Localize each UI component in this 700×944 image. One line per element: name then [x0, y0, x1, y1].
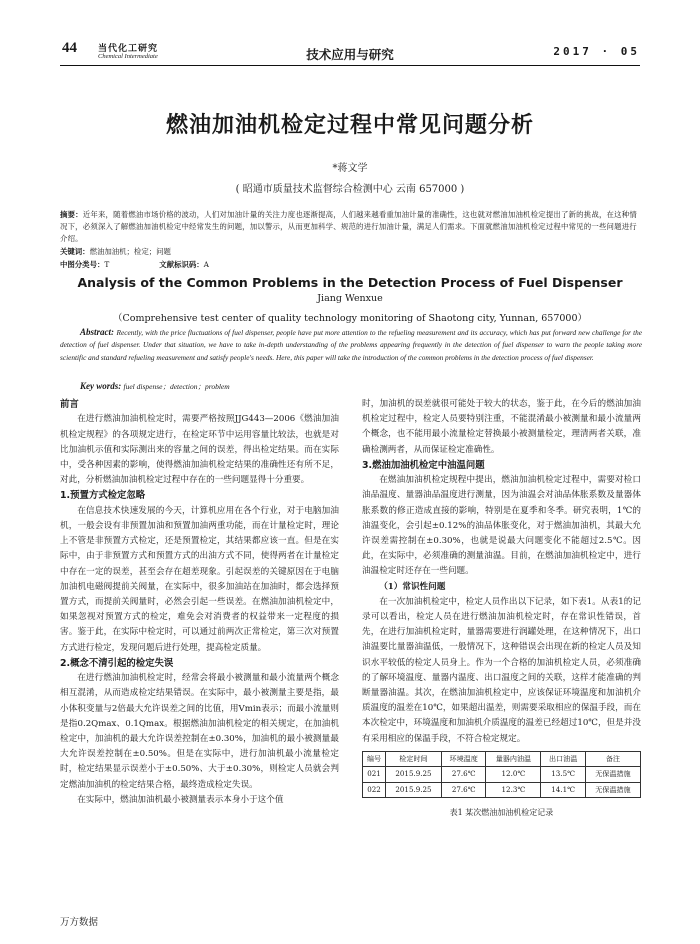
english-abstract-label: Abstract — [80, 327, 112, 337]
english-abstract: Abstract: Recently, with the price fluctuations of fuel dispenser, people have put more attention to the refueling measurement and its accuracy, which has put forward new challenge for the detection of fuel dispenser. Under that situation, we have to take in-depth understanding of the problems appearing frequently in the detection of fuel dispenser to warn the people taking more scientific and standard refueling measurement and satisfy people's needs. Here, this paper will take the introduction of the common problems in the detection process of fuel dispenser. — [60, 327, 643, 362]
table-cell: 2015.9.25 — [385, 782, 441, 798]
english-keywords: Key words: fuel dispense；detection；problem — [80, 381, 230, 391]
table-header-cell: 编号 — [363, 751, 386, 767]
table-cell: 021 — [363, 767, 386, 783]
article-title: 燃油加油机检定过程中常见问题分析 — [165, 113, 534, 138]
author: *蒋文学 — [332, 163, 368, 174]
paragraph-continued: 时，加油机的误差就很可能处于较大的状态，鉴于此，在今后的燃油加油机检定过程中，检定人员要特别注重，不能混淆最小被测量和最小流量两个概念，也不能用最小流量检定替换最小被测量检定，理清两者关联，准确检测两者，从而保证检定准确性。 — [362, 399, 641, 455]
heading-intro: 前言 — [60, 399, 79, 410]
table-header-cell: 量器内油温 — [486, 751, 541, 767]
english-abstract-text: Recently, with the price fluctuations of fuel dispenser, people have put more attention to the refueling measurement and its accuracy, which has put forward new challenge for the detection of fuel dispenser. Under that situation, we have to take in-depth understanding of the problems appearing frequently in the detection of fuel dispenser to warn the people taking more scientific and standard refueling measurement and satisfy people's needs. Here, this paper will take the introduction of the common problems in the detection process of fuel dispenser. — [60, 328, 643, 362]
journal-name-en: Chemical Intermediate — [98, 53, 158, 60]
abstract-cn-label: 摘要： — [60, 210, 83, 219]
paragraph-section-1: 在信息技术快速发展的今天，计算机应用在各个行业，对于电脑加油机，一般会设有非预置加油和预置加油两重功能，而在计量检定时，理论上不管是非预置方式检定，还是预置检定，其结果都应该一直。但是在实际中，由于非预置方式和预置方式的出油方式不同，使得两者在计量检定中存在一定的误差，甚至会存在超差现象。引起误差的关键原因在于电脑加油机电磁阀提前关阀量，在实际中，很多加油站在加油时，都会选择预置方式，而提前关阀量时，必然会引起一些误差。在燃油加油机检定中，如果忽视对预置方式的检定，难免会对消费者的权益带来一定程度的损害。鉴于此，在实际中检定时，可以通过前两次正常检定，第三次对预置方式进行检定，发现问题后进行处理，提高检定质量。 — [60, 505, 339, 653]
doc-code-label: 文献标识码： — [159, 260, 204, 269]
section-name: 技术应用与研究 — [306, 47, 394, 62]
paragraph-common-sense: 在一次加油机检定中，检定人员作出以下记录，如下表1。从表1的记录可以看出，检定人员在进行燃油加油机检定时，存在常识性错误，首先，在进行加油机检定时，量器需要进行润罐处理，在这种情况下，出口油温要比量器油温低，一般情况下，这种错误会出现在新的检定人员及知识水平较低的检定人员身上。作为一个合格的加油机检定人员，必须准确的了解环境温度、量器内温度、出口温度之间的关联，这样才能准确的判断量器油温。其次，在燃油加油机检定中，应该保证环境温度和加油机介质温度的温差在10℃，如果超出温差，则需要采取相应的保温手段，而在本次检定中，环境温度和加油机介质温度的温差已经超过10℃，但是并没有采用相应的保温手段，不符合检定规定。 — [362, 596, 641, 744]
table-header-cell: 环境温度 — [442, 751, 486, 767]
footer-source: 万方数据 — [60, 917, 99, 928]
table-header-cell: 出口油温 — [541, 751, 585, 767]
table-row — [363, 782, 641, 798]
table-header-cell: 备注 — [585, 751, 640, 767]
abstract-cn — [60, 209, 642, 245]
english-keywords-label: Key words — [80, 381, 119, 391]
table-cell: 12.0℃ — [486, 767, 541, 783]
table-header-row — [363, 751, 641, 767]
clc-label: 中图分类号： — [60, 260, 105, 269]
subheading-common-sense: （1）常识性问题 — [379, 581, 446, 592]
english-author: Jiang Wenxue — [317, 293, 383, 304]
classification — [60, 259, 209, 270]
heading-section-1: 1.预置方式检定忽略 — [60, 490, 146, 502]
affiliation: ( 昭通市质量技术监督综合检测中心 云南 657000 ) — [235, 184, 465, 195]
paragraph-section-3: 在燃油加油机检定规程中提出，燃油加油机检定过程中，需要对检口油品温度、量器油品温度进行测量，因为油温会对油品体胀系数及量器体胀系数的修正造成直接的影响，特别是在夏季和冬季。研究表明，1℃的油温变化，会引起±0.12%的油品体胀变化，对于燃油加油机，其最大允许误差需控制在±0.30%，也就是说最大问题变化不能超过2.5℃。因此，在实际中，必须准确的测量油温。目前，在燃油加油机检定中，进行油温检定时还存在一些问题。 — [362, 475, 641, 577]
english-title: Analysis of the Common Problems in the Detection Process of Fuel Dispenser — [77, 275, 623, 290]
table-cell: 27.6℃ — [442, 782, 486, 798]
journal-name-cn: 当代化工研究 — [98, 44, 159, 54]
table-cell: 无保温措施 — [585, 767, 640, 783]
page-number: 44 — [62, 40, 77, 56]
body-right-column — [362, 397, 641, 821]
table-header-cell: 检定时间 — [385, 751, 441, 767]
running-header — [0, 0, 700, 66]
table-1-caption: 表1 某次燃油加油机检定记录 — [449, 808, 554, 818]
table-row — [363, 767, 641, 783]
table-cell: 12.3℃ — [486, 782, 541, 798]
doc-code-value: A — [203, 260, 209, 269]
heading-section-2: 2.概念不清引起的检定失误 — [60, 657, 174, 669]
paragraph-section-2b: 在实际中，燃油加油机最小被测量表示本身小于这个值 — [77, 794, 284, 805]
issue-number: 2017 · 05 — [553, 45, 640, 58]
keywords-cn-text: 燃油加油机；检定；问题 — [89, 247, 171, 256]
paragraph-section-2a: 在进行燃油加油机检定时，经常会将最小被测量和最小流量两个概念相互混淆，从而造成检定结果错误。在实际中，最小被测量主要是指，最小体积变量与2倍最大允许误差之间的比值，用Vmin表示；而最小流量则是指0.2Qmax、0.1Qmax。根据燃油加油机检定的相关规定，在加油机检定中，加油机的最大允许误差控制在±0.30%，加油机的最小被测量最大允许误差控制在±0.50%。但是在实际中，进行加油机最小流量检定时，检定结果显示误差小于±0.50%、大于±0.30%，则检定人员就会判定燃油加油机的检定结果合格，最终造成检定失误。 — [60, 673, 339, 790]
keywords-cn-label: 关键词： — [60, 247, 90, 256]
paragraph-intro: 在进行燃油加油机检定时，需要严格按照JJG443—2006《燃油加油机检定规程》的各项规定进行，在检定环节中运用容量比较法，也就是对比加油机示值和实际测出来的容量之间的误差，得出检定结果。而在实际中，受各种因素的影响，使得燃油加油机检定结果的准确性还有所不足，对此，分析燃油加油机检定过程中存在的一些问题显得十分重要。 — [60, 414, 339, 486]
english-keywords-text: fuel dispense；detection；problem — [123, 382, 230, 391]
body-left-column — [60, 397, 339, 808]
table-cell: 27.6℃ — [442, 767, 486, 783]
table-cell: 14.1℃ — [541, 782, 585, 798]
table-cell: 13.5℃ — [541, 767, 585, 783]
header-rule — [60, 65, 640, 66]
clc-value: T — [104, 260, 110, 269]
table-cell: 022 — [363, 782, 386, 798]
keywords-cn — [60, 246, 642, 258]
english-affiliation: （Comprehensive test center of quality technology monitoring of Shaotong city, Yunnan, 657000） — [112, 313, 588, 324]
abstract-cn-text: 近年来，随着燃油市场价格的波动，人们对加油计量的关注力度也逐渐提高，人们越来越看重加油计量的准确性，这也就对燃油加油机检定提出了新的挑战，在这种情况下，必须深入了解燃油加油机检定中经常发生的问题，加以警示，从而更加科学、规范的进行加油计量，满足人们需求。下面就燃油加油机检定过程中常见的一些问题进行介绍。 — [60, 210, 637, 243]
table-cell: 2015.9.25 — [385, 767, 441, 783]
heading-section-3: 3.燃油加油机检定中油温问题 — [362, 459, 485, 471]
table-1 — [362, 751, 641, 799]
table-cell: 无保温措施 — [585, 782, 640, 798]
